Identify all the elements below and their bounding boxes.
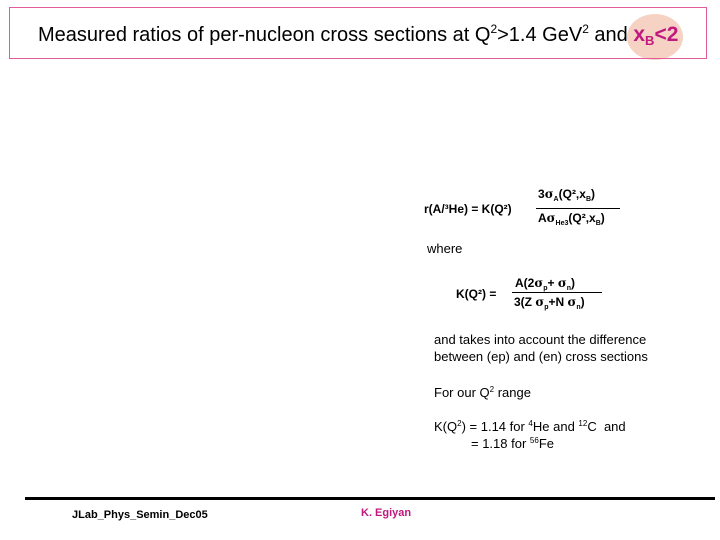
footer-divider: [25, 497, 715, 500]
eq-r-fraction-line: [536, 208, 620, 209]
eq-k-den-sub2: n: [576, 304, 581, 311]
k-values-f: Fe: [538, 436, 554, 451]
eq-k-denominator: [514, 295, 585, 311]
eq-k-num-sub2: n: [566, 285, 571, 292]
eq-r-den-sub: He3: [555, 220, 569, 227]
footer-author: K. Egiyan: [361, 507, 412, 519]
k-values-c: He and: [532, 419, 579, 434]
k-values-b: ) = 1.14 for: [461, 419, 529, 434]
eq-r-num-args: (Q²,x: [558, 187, 586, 201]
sigma-symbol: σ: [534, 276, 544, 290]
title-sup-2: 2: [582, 22, 589, 36]
eq-r-num-coef: 3: [538, 187, 545, 201]
eq-k-num-close: ): [570, 276, 575, 290]
title-mid: >1.4 GeV: [497, 24, 583, 46]
eq-r-lhs: r(A/³He) = K(Q²): [424, 202, 512, 216]
footer-left-label: JLab_Phys_Semin_Dec05: [72, 509, 208, 521]
eq-k-num-sub1: p: [543, 285, 548, 292]
eq-r-num-close: ): [591, 187, 596, 201]
eq-k-numerator: [515, 276, 575, 292]
title-box: [9, 7, 707, 59]
k-values-sup2: 4: [528, 419, 533, 428]
eq-r-denominator: [538, 211, 605, 227]
k-values-sup4: 56: [529, 436, 539, 445]
eq-r-den-args: (Q²,x: [568, 211, 596, 225]
q2-range-pre: For our Q: [434, 385, 490, 400]
eq-r-num-sub: A: [553, 196, 559, 203]
eq-k-den-sub1: p: [544, 304, 549, 311]
title-and: and: [588, 24, 634, 46]
eq-k-fraction-line: [512, 292, 602, 293]
eq-k-lhs: K(Q²) =: [456, 287, 497, 301]
eq-r-numerator: [538, 187, 595, 203]
slide-title: [38, 22, 678, 48]
eq-k-num-a: A(2: [515, 276, 535, 290]
where-label: where: [427, 241, 463, 256]
sigma-symbol: σ: [544, 187, 554, 201]
xb-sub: B: [645, 33, 655, 48]
explanation-text: [434, 331, 648, 365]
eq-r-num-xsub: B: [585, 196, 592, 203]
sigma-symbol: σ: [535, 295, 545, 309]
xb-highlight: [633, 23, 678, 48]
eq-r-den-coef: A: [538, 211, 547, 225]
k-values-sup3: 12: [578, 419, 588, 428]
k-values-line-2: [471, 432, 554, 452]
q2-range-post: range: [494, 385, 531, 400]
title-sup-1: 2: [490, 22, 498, 36]
xb-main: x: [633, 23, 646, 46]
sigma-symbol: σ: [567, 295, 577, 309]
eq-r-den-close: ): [600, 211, 605, 225]
eq-k-den-a: 3(Z: [514, 295, 536, 309]
eq-k-num-plus: +: [547, 276, 558, 290]
xb-tail: <2: [654, 23, 679, 46]
explanation-line-2: between (ep) and (en) cross sections: [434, 349, 648, 364]
sigma-symbol: σ: [557, 276, 567, 290]
eq-r-den-xsub: B: [595, 220, 601, 227]
k-values-sup1: 2: [457, 419, 462, 428]
eq-k-den-close: ): [580, 295, 585, 309]
q2-range-text: [434, 381, 531, 401]
k-values-a: K(Q: [434, 419, 458, 434]
title-prefix: Measured ratios of per-nucleon cross sections at Q: [38, 24, 491, 46]
explanation-line-1: and takes into account the difference: [434, 332, 647, 347]
q2-range-sup: 2: [489, 385, 495, 394]
k-values-e: = 1.18 for: [471, 436, 530, 451]
sigma-symbol: σ: [546, 211, 556, 225]
eq-k-den-mid: +N: [548, 295, 568, 309]
k-values-d: C and: [587, 419, 626, 434]
